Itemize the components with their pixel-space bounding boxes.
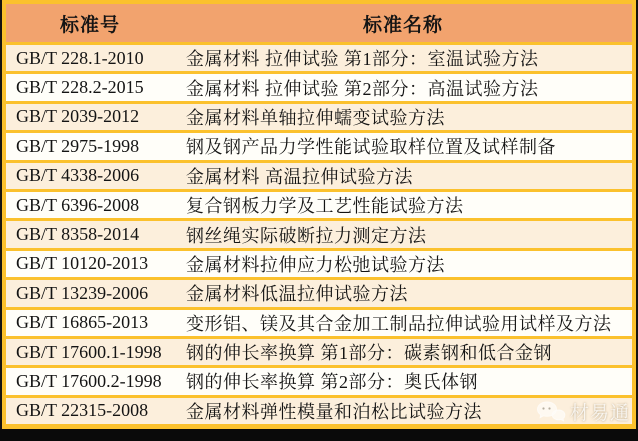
standard-code-cell: GB/T 6396-2008 bbox=[16, 194, 140, 215]
table-row bbox=[6, 104, 632, 130]
standard-code-cell: GB/T 17600.1-1998 bbox=[16, 341, 162, 362]
watermark-text: 材易通 bbox=[569, 403, 630, 424]
table-row bbox=[6, 74, 632, 100]
standard-name-cell: 金属材料 高温拉伸试验方法 bbox=[186, 166, 413, 187]
table-row bbox=[6, 280, 632, 306]
standard-name-cell: 金属材料单轴拉伸蠕变试验方法 bbox=[186, 107, 445, 128]
standard-code-cell: GB/T 10120-2013 bbox=[16, 253, 149, 274]
table-row bbox=[6, 398, 632, 424]
standards-table-body bbox=[2, 0, 636, 429]
standard-code-cell: GB/T 4338-2006 bbox=[16, 165, 140, 186]
standard-code-cell: GB/T 2975-1998 bbox=[16, 135, 140, 156]
standard-code-cell: GB/T 2039-2012 bbox=[16, 106, 140, 127]
table-row bbox=[6, 163, 632, 189]
table-row bbox=[6, 45, 632, 71]
header-standard-name: 标准名称 bbox=[362, 14, 443, 36]
standard-code-cell: GB/T 228.1-2010 bbox=[16, 47, 144, 68]
table-row bbox=[6, 251, 632, 277]
table-row bbox=[6, 310, 632, 336]
standard-name-cell: 复合钢板力学及工艺性能试验方法 bbox=[186, 196, 464, 217]
standard-code-cell: GB/T 22315-2008 bbox=[16, 400, 149, 421]
standard-code-cell: GB/T 13239-2006 bbox=[16, 282, 149, 303]
standard-name-cell: 钢的伸长率换算 第2部分：奥氏体钢 bbox=[186, 372, 478, 393]
standard-code-cell: GB/T 16865-2013 bbox=[16, 312, 149, 333]
standard-name-cell: 钢的伸长率换算 第1部分：碳素钢和低合金钢 bbox=[186, 343, 552, 364]
table-row bbox=[6, 368, 632, 394]
standard-name-cell: 金属材料 拉伸试验 第2部分：高温试验方法 bbox=[186, 78, 539, 99]
table-row bbox=[6, 221, 632, 247]
header-standard-code: 标准号 bbox=[59, 14, 120, 36]
standard-name-cell: 金属材料低温拉伸试验方法 bbox=[186, 284, 408, 305]
standard-name-cell: 钢及钢产品力学性能试验取样位置及试样制备 bbox=[186, 137, 556, 158]
standard-name-cell: 金属材料 拉伸试验 第1部分：室温试验方法 bbox=[186, 49, 539, 70]
table-row bbox=[6, 192, 632, 218]
standard-name-cell: 金属材料弹性模量和泊松比试验方法 bbox=[186, 401, 482, 422]
table-row bbox=[6, 133, 632, 159]
standard-name-cell: 钢丝绳实际破断拉力测定方法 bbox=[186, 225, 427, 246]
standard-name-cell: 变形铝、镁及其合金加工制品拉伸试验用试样及方法 bbox=[186, 313, 612, 334]
table-header-row bbox=[6, 4, 632, 42]
standard-code-cell: GB/T 17600.2-1998 bbox=[16, 370, 162, 391]
standard-code-cell: GB/T 228.2-2015 bbox=[16, 77, 144, 98]
standard-name-cell: 金属材料拉伸应力松弛试验方法 bbox=[186, 254, 445, 275]
standard-code-cell: GB/T 8358-2014 bbox=[16, 224, 140, 245]
table-row bbox=[6, 339, 632, 365]
